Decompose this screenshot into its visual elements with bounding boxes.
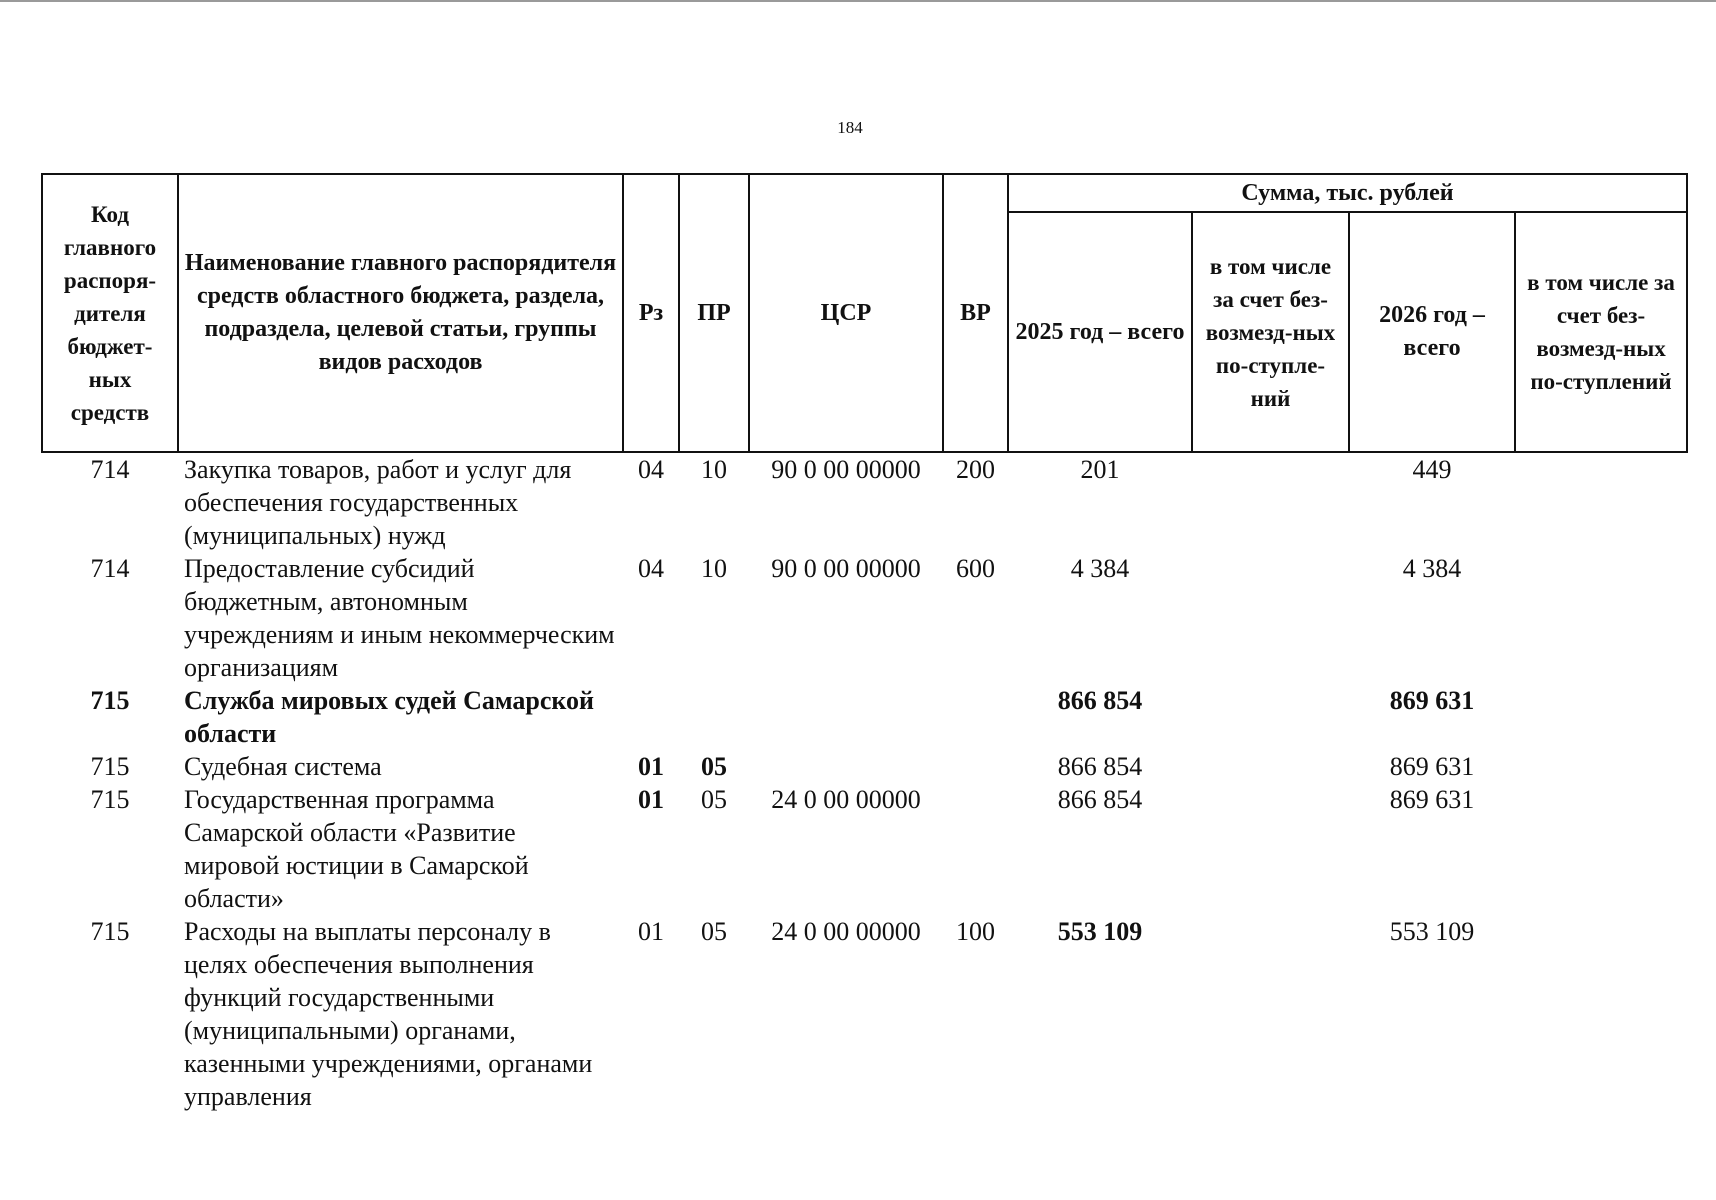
cell-2026-total: 449	[1412, 455, 1452, 484]
cell-2025-total: 866 854	[1057, 785, 1143, 814]
cell-name: Расходы на выплаты персоналу в целях обеспечения выполнения функций государственными (муниципальными) органами, казенными учреждениями, органами управления	[184, 917, 593, 1111]
header-2026-free: в том числе за счет без-возмезд-ных по-ступлений	[1515, 212, 1687, 452]
header-csr: ЦСР	[749, 174, 943, 452]
cell-2026-total: 869 631	[1389, 752, 1475, 781]
cell-vr	[943, 783, 1008, 915]
cell-2025-free	[1192, 750, 1349, 783]
cell-vr	[943, 750, 1008, 783]
cell-name: Судебная система	[184, 752, 382, 781]
cell-pr: 10	[701, 554, 727, 583]
header-2025-free: в том числе за счет без-возмезд-ных по-ступле-ний	[1192, 212, 1349, 452]
cell-code: 715	[90, 686, 130, 715]
cell-2026-total: 869 631	[1389, 785, 1475, 814]
cell-vr: 200	[956, 455, 995, 484]
cell-2026-free	[1515, 452, 1687, 552]
cell-rz: 04	[638, 455, 664, 484]
table-row	[42, 750, 1687, 783]
cell-code: 714	[90, 455, 130, 484]
table-row	[42, 783, 1687, 915]
header-name: Наименование главного распорядителя средств областного бюджета, раздела, подраздела, целевой статьи, группы видов расходов	[178, 174, 623, 452]
cell-csr	[749, 750, 943, 783]
cell-pr: 05	[701, 785, 727, 814]
cell-name: Закупка товаров, работ и услуг для обеспечения государственных (муниципальных) нужд	[184, 455, 572, 550]
cell-rz: 04	[638, 554, 664, 583]
header-2026-total: 2026 год – всего	[1349, 212, 1515, 452]
cell-code: 715	[90, 917, 130, 946]
table-row	[42, 452, 1687, 552]
cell-rz	[623, 684, 679, 750]
budget-table	[41, 173, 1688, 1113]
header-pr: ПР	[679, 174, 749, 452]
cell-2026-total: 4 384	[1402, 554, 1462, 583]
cell-2026-total: 553 109	[1389, 917, 1475, 946]
cell-pr: 05	[701, 917, 727, 946]
cell-2025-total: 553 109	[1057, 917, 1143, 946]
header-sum-group: Сумма, тыс. рублей	[1008, 174, 1687, 212]
table-row	[42, 552, 1687, 684]
cell-code: 715	[90, 752, 130, 781]
header-code: Код главного распоря-дителя бюджет-ных средств	[42, 174, 178, 452]
cell-2025-free	[1192, 552, 1349, 684]
cell-2025-free	[1192, 783, 1349, 915]
cell-csr: 24 0 00 00000	[771, 917, 921, 946]
cell-rz: 01	[638, 752, 664, 781]
table-body	[42, 452, 1687, 1113]
table-header	[42, 174, 1687, 452]
cell-2025-total: 866 854	[1057, 752, 1143, 781]
header-rz: Рз	[623, 174, 679, 452]
cell-vr: 100	[956, 917, 995, 946]
cell-2026-free	[1515, 684, 1687, 750]
cell-vr: 600	[956, 554, 995, 583]
cell-2025-free	[1192, 915, 1349, 1113]
cell-csr: 90 0 00 00000	[771, 554, 921, 583]
page-number: 184	[837, 118, 863, 137]
table-row	[42, 915, 1687, 1113]
top-rule	[0, 0, 1716, 2]
cell-2026-free	[1515, 783, 1687, 915]
cell-code: 715	[90, 785, 130, 814]
cell-pr: 05	[701, 752, 727, 781]
cell-2025-free	[1192, 684, 1349, 750]
cell-csr: 90 0 00 00000	[771, 455, 921, 484]
cell-2025-total: 866 854	[1057, 686, 1143, 715]
cell-pr	[679, 684, 749, 750]
cell-2026-free	[1515, 552, 1687, 684]
cell-rz: 01	[638, 917, 664, 946]
cell-vr	[943, 684, 1008, 750]
cell-rz: 01	[638, 785, 664, 814]
cell-2026-free	[1515, 750, 1687, 783]
cell-code: 714	[90, 554, 130, 583]
cell-csr: 24 0 00 00000	[771, 785, 921, 814]
cell-2025-total: 201	[1080, 455, 1120, 484]
cell-csr	[749, 684, 943, 750]
table-row-section	[42, 684, 1687, 750]
header-2025-total: 2025 год – всего	[1008, 212, 1192, 452]
cell-2025-total: 4 384	[1070, 554, 1130, 583]
cell-2026-free	[1515, 915, 1687, 1113]
cell-name: Служба мировых судей Самарской области	[184, 686, 595, 748]
cell-name: Государственная программа Самарской области «Развитие мировой юстиции в Самарской области»	[184, 785, 529, 913]
cell-2026-total: 869 631	[1389, 686, 1475, 715]
cell-2025-free	[1192, 452, 1349, 552]
header-vr: ВР	[943, 174, 1008, 452]
cell-name: Предоставление субсидий бюджетным, автономным учреждениям и иным некоммерческим организациям	[184, 554, 615, 682]
cell-pr: 10	[701, 455, 727, 484]
